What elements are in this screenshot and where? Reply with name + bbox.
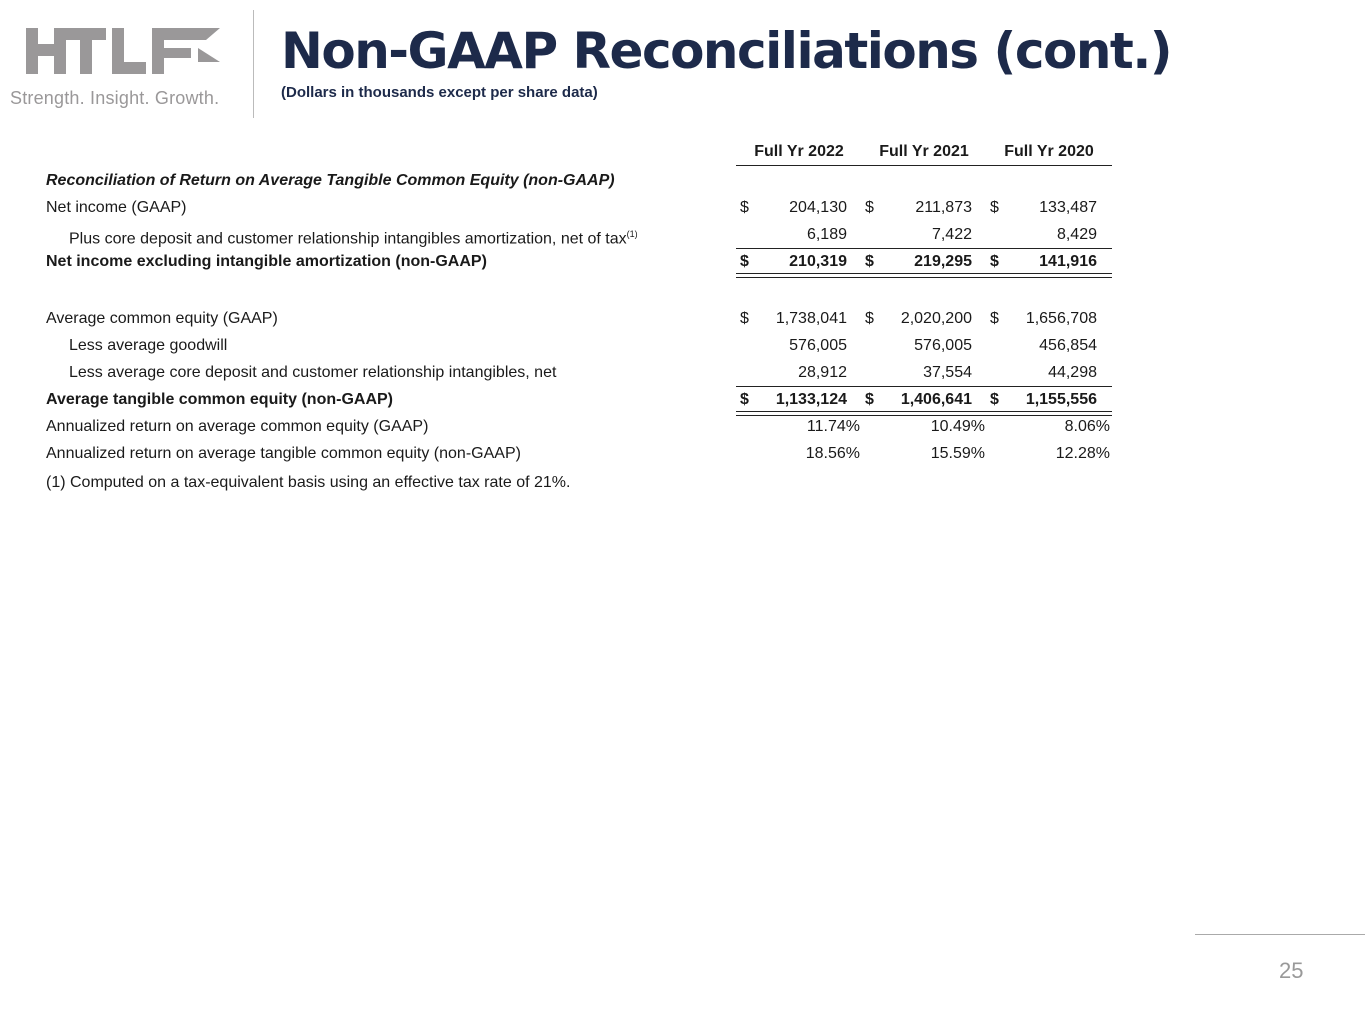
value-cell [861,332,972,359]
value-cell [986,248,1097,275]
value-cell [861,248,972,275]
value: 28,912 [798,364,847,381]
value: 204,130 [789,199,847,216]
row-label [46,440,521,467]
dollar-sign: $ [865,253,874,270]
value: 141,916 [1039,253,1097,270]
value-cell [861,194,972,221]
value-cell [736,440,860,467]
dollar-sign: $ [990,199,999,216]
value: 37,554 [923,364,972,381]
value: 8.06% [1064,418,1110,435]
table-row [0,194,1365,221]
value: 11.74% [806,418,860,435]
value: 211,873 [915,199,972,216]
value-cell [986,440,1110,467]
value: 12.28% [1055,445,1110,462]
row-label-text: Net income (GAAP) [46,199,187,216]
table-row [0,440,1365,467]
dollar-sign: $ [740,253,749,270]
row-label [46,194,186,221]
value-cell [736,305,847,332]
value: 6,189 [806,226,847,243]
table-row [0,332,1365,359]
row-label [69,332,227,359]
table-row [0,359,1365,386]
value-cell [986,386,1097,413]
value-cell [861,440,985,467]
row-label-text: Less average goodwill [69,337,228,354]
footer-rule [1195,934,1365,935]
dollar-sign: $ [990,391,999,408]
table-row [0,167,1365,194]
value: 10.49% [930,418,985,435]
value-cell [986,305,1097,332]
table-row [0,386,1365,413]
row-label [69,359,556,386]
value-cell [861,386,972,413]
row-label-text: Average common equity (GAAP) [46,310,278,327]
dollar-sign: $ [865,391,874,408]
total-double-rule [736,411,1112,416]
footnote: (1) Computed on a tax-equivalent basis using an effective tax rate of 21%. [46,474,571,491]
row-label-text: Average tangible common equity (non-GAAP) [46,391,393,408]
dollar-sign: $ [740,391,749,408]
page-subtitle: (Dollars in thousands except per share data) [281,84,598,101]
value: 1,738,041 [775,310,847,327]
value-cell [736,332,847,359]
row-label [46,167,615,194]
logo-tagline: Strength. Insight. Growth. [10,88,220,108]
page-title: Non-GAAP Reconciliations (cont.) [281,22,1172,80]
row-label-text: Less average core deposit and customer relationship intangibles, net [69,364,557,381]
row-label-text: Annualized return on average common equity (GAAP) [46,418,429,435]
value: 15.59% [930,445,985,462]
subtotal-rule [736,386,1112,387]
table-row [0,221,1365,248]
divider [253,10,254,118]
dollar-sign: $ [865,310,874,327]
value-cell [861,221,972,248]
value: 210,319 [789,253,847,270]
dollar-sign: $ [865,199,874,216]
dollar-sign: $ [740,199,749,216]
value: 576,005 [789,337,847,354]
value: 1,656,708 [1025,310,1097,327]
value-cell [861,305,972,332]
row-label [46,386,393,413]
row-label-text: Reconciliation of Return on Average Tangible Common Equity (non-GAAP) [46,172,615,189]
value: 456,854 [1039,337,1097,354]
value-cell [736,221,847,248]
dollar-sign: $ [740,310,749,327]
value: 1,133,124 [775,391,847,408]
value: 7,422 [931,226,972,243]
value: 2,020,200 [900,310,972,327]
value-cell [986,413,1110,440]
table-row [0,305,1365,332]
row-label-text: Net income excluding intangible amortization (non-GAAP) [46,253,487,270]
page-number: 25 [1279,958,1304,983]
value: 44,298 [1048,364,1097,381]
value: 18.56% [805,445,860,462]
table-row [0,248,1365,275]
column-header: Full Yr 2020 [1004,143,1094,160]
row-label [46,248,487,275]
value: 219,295 [914,253,972,270]
value-cell [736,194,847,221]
column-header: Full Yr 2022 [754,143,844,160]
value-cell [986,359,1097,386]
value-cell [736,248,847,275]
value: 133,487 [1039,199,1097,216]
value-cell [736,386,847,413]
subtotal-rule [736,248,1112,249]
row-label-text: Annualized return on average tangible common equity (non-GAAP) [46,445,521,462]
value-cell [986,332,1097,359]
value: 1,155,556 [1025,391,1097,408]
value-cell [986,221,1097,248]
row-label [46,305,278,332]
value-cell [861,359,972,386]
htlf-logo [26,26,221,76]
row-label [46,413,428,440]
value: 8,429 [1056,226,1097,243]
header-rule [736,165,1112,166]
row-label-text: Plus core deposit and customer relationship intangibles amortization, net of tax [69,230,627,248]
dollar-sign: $ [990,253,999,270]
column-header: Full Yr 2021 [879,143,969,160]
value-cell [986,194,1097,221]
value: 1,406,641 [900,391,972,408]
value: 576,005 [914,337,972,354]
footnote-marker: (1) [626,229,638,239]
total-double-rule [736,273,1112,278]
dollar-sign: $ [990,310,999,327]
value-cell [736,359,847,386]
table-row [0,413,1365,440]
value-cell [736,413,860,440]
value-cell [861,413,985,440]
